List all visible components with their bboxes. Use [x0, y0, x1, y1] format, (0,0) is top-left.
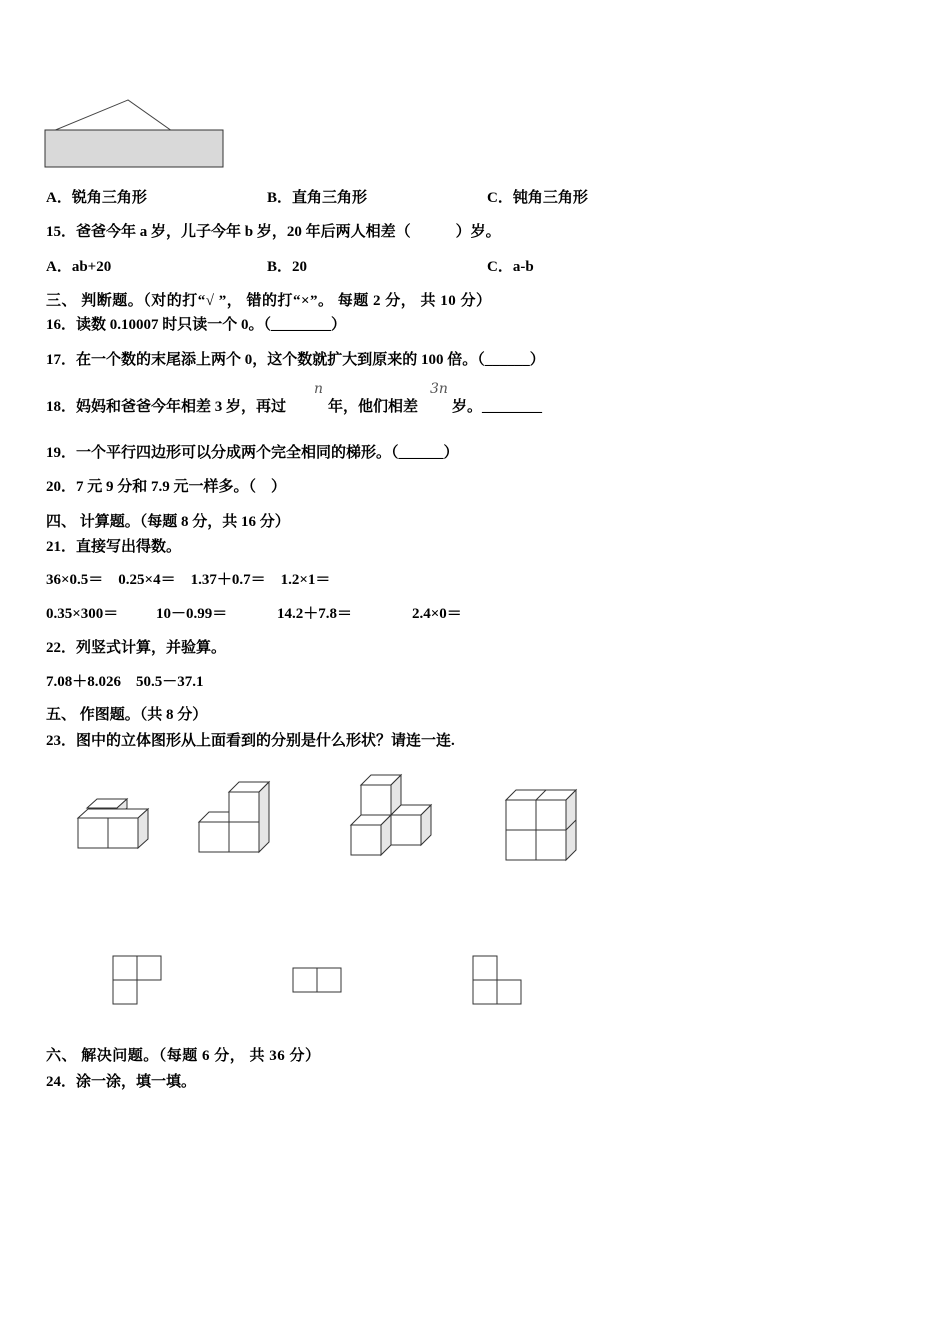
q14-figure — [44, 98, 226, 172]
section-4-heading: 四、 计算题。（每题 8 分，共 16 分） — [46, 514, 290, 530]
q18-3n: 3n — [430, 381, 448, 397]
q14-option-c[interactable]: C．钝角三角形 — [487, 190, 588, 206]
q23-stem: 23．图中的立体图形从上面看到的分别是什么形状？请连一连. — [46, 733, 455, 749]
top-view-2[interactable] — [292, 967, 344, 995]
solid-figure-1[interactable] — [77, 798, 151, 850]
q20: 20．7 元 9 分和 7.9 元一样多。（ ） — [46, 479, 287, 495]
solid-figure-2[interactable] — [198, 781, 272, 855]
q15-option-b[interactable]: B．20 — [267, 259, 308, 275]
top-view-1[interactable] — [112, 955, 164, 1007]
solid-figure-3[interactable] — [350, 774, 434, 858]
q18-n: n — [314, 381, 324, 397]
q21-row2-item1: 0.35×300＝ — [46, 606, 119, 622]
top-view-3[interactable] — [472, 955, 524, 1007]
q15-option-c[interactable]: C．a-b — [487, 259, 534, 275]
section-5-heading: 五、 作图题。（共 8 分） — [46, 707, 208, 723]
q19: 19．一个平行四边形可以分成两个完全相同的梯形。（______） — [46, 445, 459, 461]
q18-part3: 岁。________ — [452, 399, 543, 415]
q18-part2: 年，他们相差 — [328, 399, 419, 415]
q18-part1: 18．妈妈和爸爸今年相差 3 岁，再过 — [46, 399, 287, 415]
q21-row2-item3: 14.2＋7.8＝ — [277, 606, 353, 622]
q21-row2-item4: 2.4×0＝ — [412, 606, 462, 622]
q21-row2-item2: 10－0.99＝ — [156, 606, 228, 622]
q22-row: 7.08＋8.026 50.5－37.1 — [46, 674, 204, 690]
q14-option-b[interactable]: B．直角三角形 — [267, 190, 368, 206]
q14-option-a[interactable]: A．锐角三角形 — [46, 190, 147, 206]
solid-figure-4[interactable] — [505, 789, 579, 863]
section-3-heading: 三、 判断题。（对的打“√ ”， 错的打“×”。 每题 2 分， 共 10 分） — [46, 293, 492, 309]
q17: 17．在一个数的末尾添上两个 0，这个数就扩大到原来的 100 倍。（______） — [46, 352, 545, 368]
q15-option-a[interactable]: A．ab+20 — [46, 259, 112, 275]
q21-stem: 21．直接写出得数。 — [46, 539, 182, 555]
q15-stem: 15．爸爸今年 a 岁，儿子今年 b 岁，20 年后两人相差（ ）岁。 — [46, 224, 501, 240]
section-6-heading: 六、 解决问题。（每题 6 分， 共 36 分） — [46, 1048, 321, 1064]
q21-row1: 36×0.5＝ 0.25×4＝ 1.37＋0.7＝ 1.2×1＝ — [46, 572, 331, 588]
q24: 24．涂一涂，填一填。 — [46, 1074, 197, 1090]
q16: 16．读数 0.10007 时只读一个 0。（________） — [46, 317, 347, 333]
q22-stem: 22．列竖式计算，并验算。 — [46, 640, 227, 656]
